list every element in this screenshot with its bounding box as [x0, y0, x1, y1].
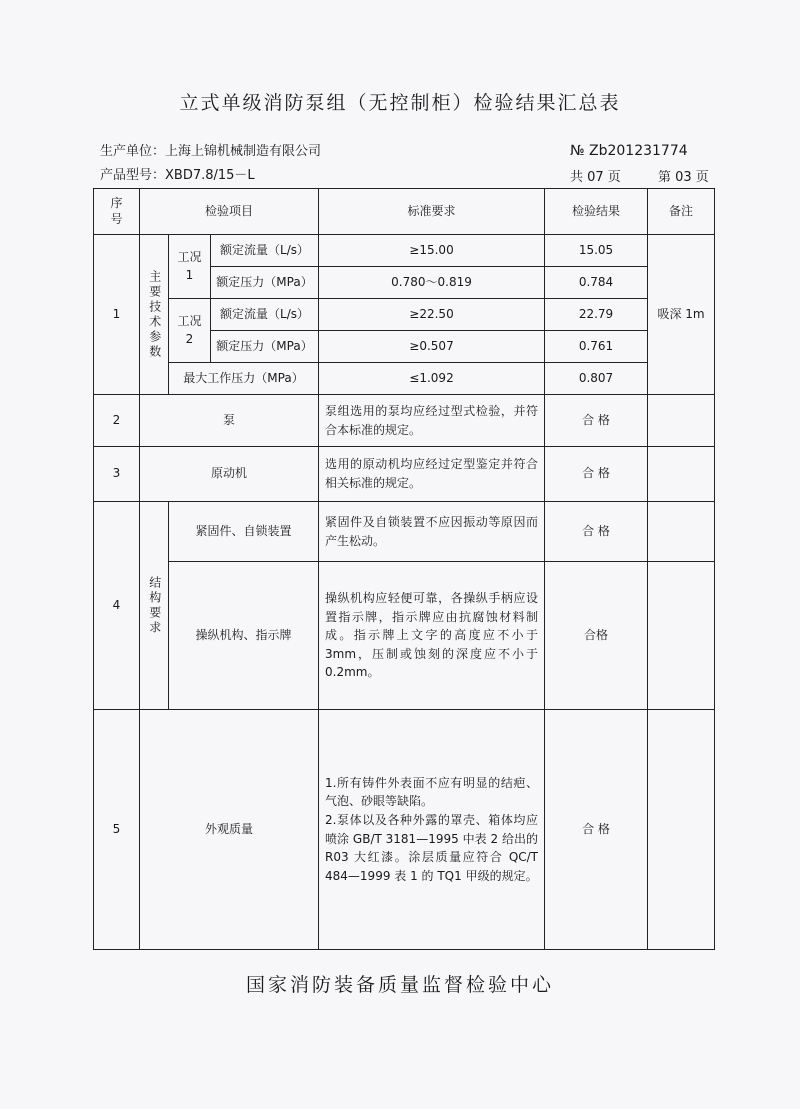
param-cell: 额定流量（L/s） [211, 235, 319, 267]
standard-cell: 选用的原动机均应经过定型鉴定并符合相关标准的规定。 [319, 447, 545, 502]
result-cell: 0.784 [545, 267, 648, 299]
issuing-authority: 国家消防装备质量监督检验中心 [245, 974, 554, 996]
header-standard: 标准要求 [319, 189, 545, 235]
standard-cell: ≥15.00 [319, 235, 545, 267]
table-row [94, 299, 715, 331]
document-title: 立式单级消防泵组（无控制柜）检验结果汇总表 [179, 92, 621, 114]
header-row [94, 189, 715, 235]
item-controls: 操纵机构、指示牌 [169, 562, 319, 710]
note-cell [648, 710, 715, 950]
result-cell: 0.807 [545, 363, 648, 395]
note-cell [648, 562, 715, 710]
param-cell: 额定流量（L/s） [211, 299, 319, 331]
result-cell: 22.79 [545, 299, 648, 331]
table-row [94, 447, 715, 502]
condition-1: 工况 1 [169, 235, 211, 299]
category-main-params: 主要技术参数 [140, 235, 169, 395]
item-prime-mover: 原动机 [140, 447, 319, 502]
table-row [94, 363, 715, 395]
seq-5: 5 [94, 710, 140, 950]
standard-cell: 0.780～0.819 [319, 267, 545, 299]
report-number: № Zb201231774 [570, 143, 688, 159]
table-row [94, 710, 715, 950]
standard-cell [319, 710, 545, 950]
seq-4: 4 [94, 502, 140, 710]
inspection-table [93, 188, 715, 950]
standard-point-1: 1.所有铸件外表面不应有明显的结疤、气泡、砂眼等缺陷。 [325, 775, 539, 809]
category-structure: 结构要求 [140, 502, 169, 710]
standard-point-2: 2.泵体以及各种外露的罩壳、箱体均应喷涂 GB/T 3181—1995 中表 2 给出的 R03 大红漆。涂层质量应符合 QC/T 484—1999 表 1 的 TQ1 甲级的规定。 [325, 812, 539, 883]
param-cell: 额定压力（MPa） [211, 267, 319, 299]
table-row [94, 502, 715, 562]
note-cell [648, 395, 715, 447]
table-row [94, 235, 715, 267]
table-row [94, 395, 715, 447]
header-note: 备注 [648, 189, 715, 235]
result-cell: 15.05 [545, 235, 648, 267]
item-fasteners: 紧固件、自锁装置 [169, 502, 319, 562]
header-seq: 序号 [94, 189, 140, 235]
note-cell: 吸深 1m [648, 235, 715, 395]
standard-cell: 操纵机构应轻便可靠，各操纵手柄应设置指示牌，指示牌应由抗腐蚀材料制成。指示牌上文字的高度应不小于 3mm，压制或蚀刻的深度应不小于 0.2mm。 [319, 562, 545, 710]
result-cell: 合 格 [545, 395, 648, 447]
standard-cell: 泵组选用的泵均应经过型式检验，并符合本标准的规定。 [319, 395, 545, 447]
standard-cell: ≤1.092 [319, 363, 545, 395]
table-row [94, 562, 715, 710]
result-cell: 合 格 [545, 502, 648, 562]
manufacturer: 生产单位：上海上锦机械制造有限公司 [100, 144, 322, 159]
result-cell: 0.761 [545, 331, 648, 363]
item-pump: 泵 [140, 395, 319, 447]
result-cell: 合格 [545, 562, 648, 710]
result-cell: 合 格 [545, 447, 648, 502]
header-item: 检验项目 [140, 189, 319, 235]
product-model: 产品型号：XBD7.8/15－L [100, 168, 255, 183]
seq-1: 1 [94, 235, 140, 395]
note-cell [648, 502, 715, 562]
condition-2: 工况 2 [169, 299, 211, 363]
param-cell: 额定压力（MPa） [211, 331, 319, 363]
standard-cell: ≥22.50 [319, 299, 545, 331]
seq-2: 2 [94, 395, 140, 447]
seq-3: 3 [94, 447, 140, 502]
header-result: 检验结果 [545, 189, 648, 235]
item-appearance: 外观质量 [140, 710, 319, 950]
standard-cell: ≥0.507 [319, 331, 545, 363]
max-pressure-param: 最大工作压力（MPa） [169, 363, 319, 395]
standard-cell: 紧固件及自锁装置不应因振动等原因而产生松动。 [319, 502, 545, 562]
total-pages: 共 07 页 [570, 170, 621, 185]
page-number: 第 03 页 [658, 170, 709, 185]
note-cell [648, 447, 715, 502]
result-cell: 合 格 [545, 710, 648, 950]
